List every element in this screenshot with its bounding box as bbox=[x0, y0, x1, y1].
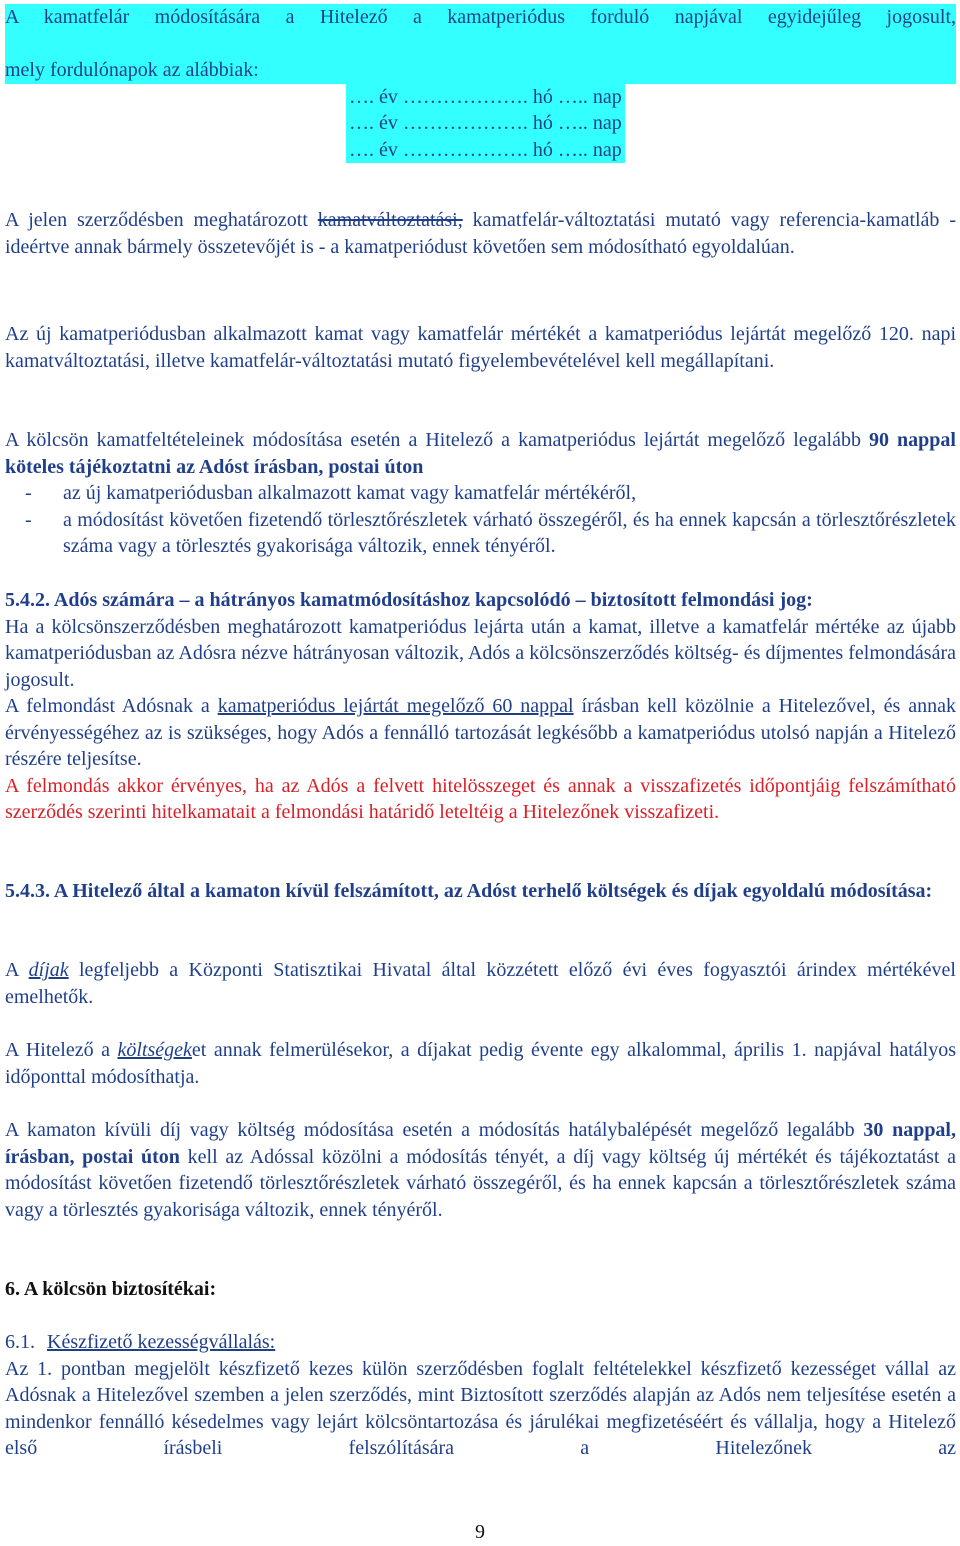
notice-deadline: kamatperiódus lejártát megelőző 60 nappal bbox=[217, 695, 574, 717]
intro-block bbox=[5, 4, 956, 163]
paragraph-rate-change: A jelen szerződésben meghatározott kamatváltoztatási, kamatfelár-változtatási mutató vagy referencia-kamatláb - ideértve annak bármely összetevőjét is - a kamatperiódust követően sem módosítható egyoldalúan. bbox=[5, 209, 956, 258]
section-6-1 bbox=[5, 1329, 956, 1462]
fees-link[interactable]: díjak bbox=[28, 959, 69, 981]
fee-change-notice-paragraph: A kamaton kívüli díj vagy költség módosítása esetén a módosítás hatálybalépését megelőző legalább 30 nappal, írásban, postai úton kell az Adóssal közölni a módosítás tényét, a díj vagy költség új mértékét és tájékoztatást a módosítást követően fizetendő törlesztőrészletek várható összegéről, és ha ennek kapcsán a törlesztőrészletek száma vagy a törlesztés gyakorisága változik, ennek tényéről. bbox=[5, 1119, 957, 1221]
paragraph-new-period: Az új kamatperiódusban alkalmazott kamat vagy kamatfelár mértékét a kamatperiódus lejártát megelőző 120. napi kamatváltoztatási, illetve kamatfelár-változtatási mutató figyelembevételével kell megállapítani. bbox=[5, 323, 956, 372]
paragraph-notification: A kölcsön kamatfeltételeinek módosítása esetén a Hitelező a kamatperiódus lejártát megelőző legalább 90 nappal köteles tájékoztatni az Adóst írásban, postai úton - az új kamatperiódusban alkalmazott kamat vagy kamatfelár mértékéről, - a módosítást követően fizetendő törlesztőrészletek várható összegéről, és ha ennek kapcsán a törlesztőrészletek száma vagy a törlesztés gyakorisága változik, ennek tényéről. bbox=[5, 427, 956, 560]
termination-notice-paragraph: A felmondást Adósnak a kamatperiódus lejártát megelőző 60 nappal írásban kell közölnie a Hitelezővel, és annak érvényességéhez az is szükséges, hogy Adós a fennálló tartozását legkésőbb a kamatperiódus utolsó napján a Hitelező részére teljesítse. bbox=[5, 695, 956, 770]
subsection-title: 6.1. Készfizető kezességvállalás: bbox=[5, 1331, 276, 1353]
section-heading-5-4-3: 5.4.3. A Hitelező által a kamaton kívül felszámított, az Adóst terhelő költségek és díjak egyoldalú módosítása: bbox=[5, 880, 933, 902]
list-item: - az új kamatperiódusban alkalmazott kamat vagy kamatfelár mértékéről, bbox=[25, 482, 637, 504]
page-number: 9 bbox=[475, 1521, 485, 1543]
guarantee-paragraph: Az 1. pontban megjelölt készfizető kezes külön szerződésben foglalt feltételekkel készfizető kezességet vállal az Adósnak a Hitelezővel szemben a jelen szerződés, mint Biztosított szerződés alapján az Adós nem teljesítése esetén a mindenkor fennálló késedelmes vagy lejárt kölcsöntartozása és járulékai megfizetéséért és vállalja, hogy a Hitelező első írásbeli felszólítására a Hitelezőnek az bbox=[5, 1357, 956, 1459]
intro-line-1: A kamatfelár módosítására a Hitelező a kamatperiódus forduló napjával egyidejűleg jogosult, bbox=[5, 4, 956, 57]
date-line-2: …. év ………………. hó ….. nap bbox=[5, 110, 956, 137]
termination-right-paragraph: Ha a kölcsönszerződésben meghatározott kamatperiódus lejárta után a kamat, illetve a kamatfelár mértéke az újabb kamatperiódusban az Adósra nézve hátrányosan változik, Adós a kölcsönszerződés költség- és díjmentes felmondására jogosult. bbox=[5, 615, 956, 691]
section-6-heading: 6. A kölcsön biztosítékai: bbox=[5, 1278, 217, 1300]
fees-paragraph: A díjak legfeljebb a Központi Statisztikai Hivatal által közzétett előző évi éves fogyasztói árindex mértékével emelhetők. bbox=[5, 959, 956, 1008]
date-line-3: …. év ………………. hó ….. nap bbox=[5, 137, 956, 164]
section-heading-5-4-2: 5.4.2. Adós számára – a hátrányos kamatmódosításhoz kapcsolódó – biztosított felmondási jog: bbox=[5, 589, 813, 611]
section-5-4-3 bbox=[5, 878, 956, 905]
list-item: - a módosítást követően fizetendő törlesztőrészletek várható összegéről, és ha ennek kapcsán a törlesztőrészletek száma vagy a törlesztés gyakorisága változik, ennek tényéről. bbox=[25, 508, 956, 557]
section-5-4-2 bbox=[5, 587, 956, 826]
struck-word: kamatváltoztatási, bbox=[317, 209, 463, 231]
costs-paragraph: A Hitelező a költségeket annak felmerülésekor, a díjakat pedig évente egy alkalommal, április 1. napjával hatályos időponttal módosíthatja. bbox=[5, 1039, 956, 1088]
termination-validity-paragraph: A felmondás akkor érvényes, ha az Adós a felvett hitelösszeget és annak a visszafizetés időpontjáig felszámítható szerződés szerinti hitelkamatait a felmondási határidő leteltéig a Hitelezőnek visszafizeti. bbox=[5, 774, 956, 823]
intro-line-2: mely fordulónapok az alábbiak: bbox=[5, 57, 956, 84]
notification-bold: 90 nappal köteles tájékoztatni az Adóst írásban, postai úton bbox=[5, 429, 956, 478]
costs-link[interactable]: költségek bbox=[117, 1039, 192, 1061]
date-line-1: …. év ………………. hó ….. nap bbox=[5, 84, 956, 111]
